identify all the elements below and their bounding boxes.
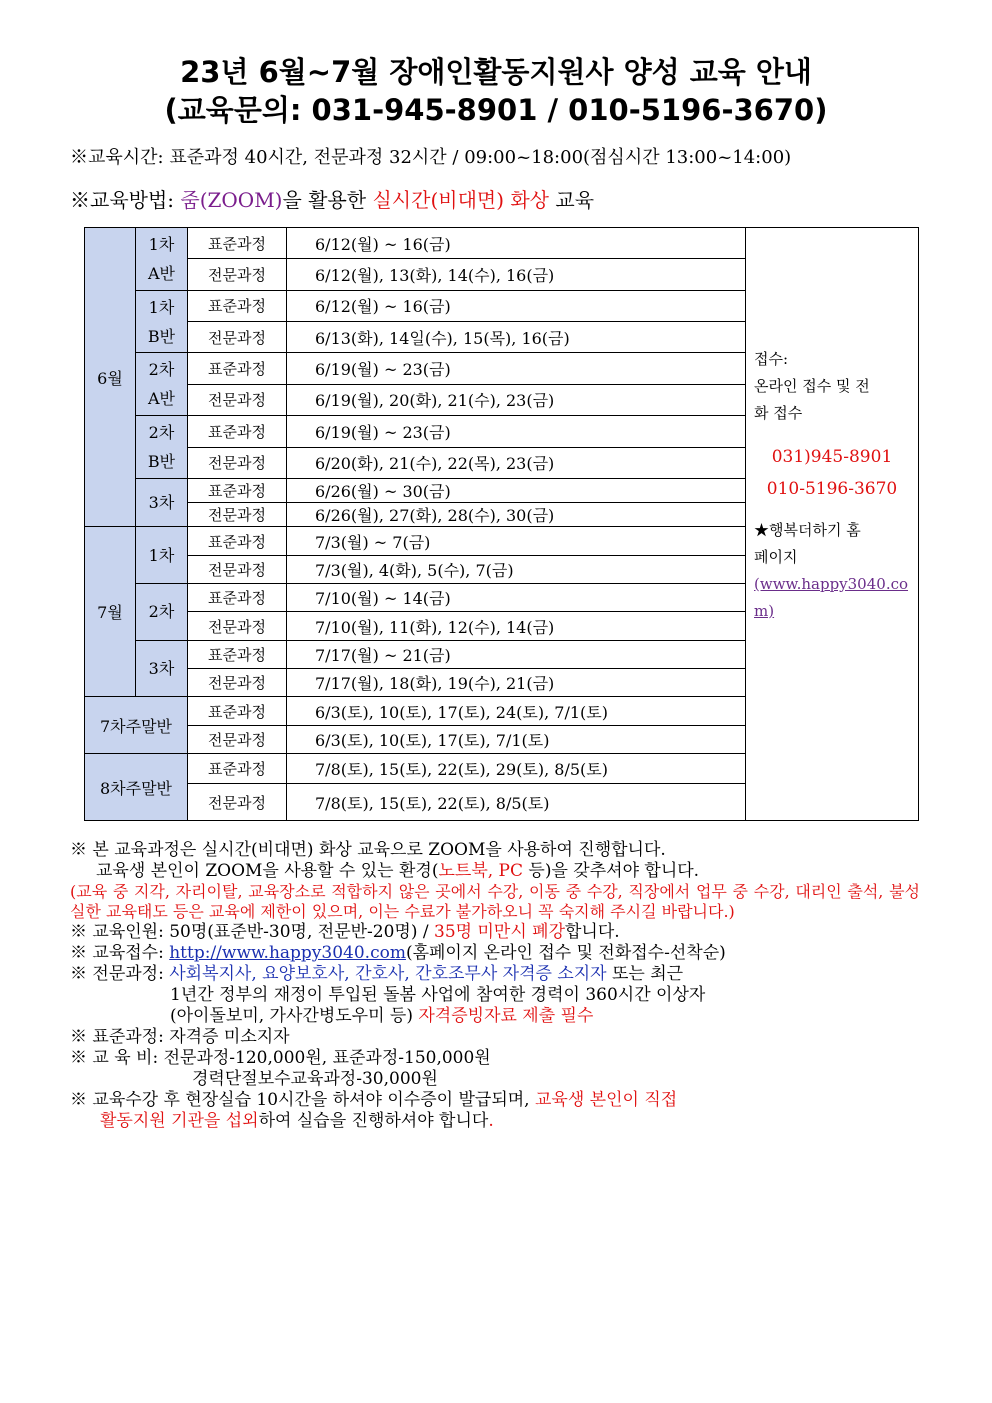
- homepage-label: ★행복더하기 홈페이지: [754, 521, 861, 566]
- course-type: 전문과정: [188, 259, 287, 290]
- registration-link[interactable]: http://www.happy3040.com: [169, 943, 406, 963]
- course-dates: 7/10(월) ~ 14(금): [287, 584, 746, 612]
- course-type: 전문과정: [188, 784, 287, 821]
- course-type: 표준과정: [188, 353, 287, 384]
- education-time: ※교육시간: 표준과정 40시간, 전문과정 32시간 / 09:00~18:00(점심시간 13:00~14:00): [70, 147, 792, 168]
- course-type: 표준과정: [188, 640, 287, 668]
- course-type: 표준과정: [188, 527, 287, 555]
- note-practice: ※ 교육수강 후 현장실습 10시간을 하셔야 이수증이 발급되며, 교육생 본인이 직접: [70, 1090, 678, 1110]
- contact-method: 온라인 접수 및 전화 접수: [754, 377, 870, 422]
- course-type: 전문과정: [188, 384, 287, 415]
- course-dates: 6/12(월) ~ 16(금): [287, 290, 746, 321]
- course-type: 전문과정: [188, 503, 287, 527]
- round-2a: 2차 A반: [136, 353, 188, 416]
- course-type: 표준과정: [188, 478, 287, 502]
- round-1b: 1차 B반: [136, 290, 188, 353]
- round-3-july: 3차: [136, 640, 188, 697]
- round-2-july: 2차: [136, 584, 188, 641]
- weekend-7: 7차주말반: [85, 697, 188, 754]
- course-dates: 6/19(월) ~ 23(금): [287, 416, 746, 447]
- course-type: 전문과정: [188, 612, 287, 640]
- note-registration: ※ 교육접수: http://www.happy3040.com(홈페이지 온라인 접수 및 전화접수-선착순): [70, 943, 726, 963]
- round-1-july: 1차: [136, 527, 188, 584]
- course-dates: 7/17(월) ~ 21(금): [287, 640, 746, 668]
- contact-phone-2: 010-5196-3670: [766, 479, 898, 499]
- method-live: 실시간(비대면) 화상: [372, 188, 550, 212]
- course-dates: 6/3(토), 10(토), 17(토), 7/1(토): [287, 725, 746, 753]
- schedule-table: [84, 227, 919, 821]
- course-type: 표준과정: [188, 754, 287, 784]
- weekend-8: 8차주말반: [85, 754, 188, 821]
- course-type: 전문과정: [188, 555, 287, 583]
- course-type: 표준과정: [188, 416, 287, 447]
- course-dates: 6/13(화), 14일(수), 15(목), 16(금): [287, 322, 746, 353]
- course-type: 전문과정: [188, 447, 287, 478]
- notes-section: [70, 840, 930, 1132]
- course-dates: 6/12(월) ~ 16(금): [287, 228, 746, 259]
- method-mid: 을 활용한: [282, 188, 373, 212]
- round-2b: 2차 B반: [136, 416, 188, 479]
- page-title: 23년 6월~7월 장애인활동지원사 양성 교육 안내: [180, 55, 812, 89]
- round-1a: 1차 A반: [136, 228, 188, 291]
- course-dates: 6/12(월), 13(화), 14(수), 16(금): [287, 259, 746, 290]
- note-capacity: ※ 교육인원: 50명(표준반-30명, 전문반-20명) / 35명 미만시 폐강합니다.: [70, 922, 620, 942]
- course-type: 표준과정: [188, 290, 287, 321]
- course-dates: 7/10(월), 11(화), 12(수), 14(금): [287, 612, 746, 640]
- course-dates: 7/8(토), 15(토), 22(토), 8/5(토): [287, 784, 746, 821]
- method-prefix: ※교육방법:: [70, 188, 181, 212]
- course-dates: 6/19(월) ~ 23(금): [287, 353, 746, 384]
- note-fee: ※ 교 육 비: 전문과정-120,000원, 표준과정-150,000원: [70, 1048, 491, 1068]
- course-type: 표준과정: [188, 228, 287, 259]
- note-fee-2: 경력단절보수교육과정-30,000원: [192, 1069, 438, 1089]
- course-dates: 6/26(월), 27(화), 28(수), 30(금): [287, 503, 746, 527]
- course-type: 전문과정: [188, 669, 287, 697]
- month-july: 7월: [85, 527, 136, 697]
- course-dates: 6/3(토), 10(토), 17(토), 24(토), 7/1(토): [287, 697, 746, 725]
- course-dates: 6/20(화), 21(수), 22(목), 23(금): [287, 447, 746, 478]
- note-standard: ※ 표준과정: 자격증 미소지자: [70, 1027, 290, 1047]
- note-warning: (교육 중 지각, 자리이탈, 교육장소로 적합하지 않은 곳에서 수강, 이동 중 수강, 직장에서 업무 중 수강, 대리인 출석, 불성실한 교육태도 등은 교육에 제한이 있으며, 이는 수료가 불가하오니 꼭 숙지해 주시길 바랍니다.): [70, 882, 920, 921]
- course-type: 전문과정: [188, 725, 287, 753]
- contact-info: [746, 228, 919, 821]
- contact-label: 접수:: [754, 350, 789, 368]
- note-professional-2: 1년간 정부의 재정이 투입된 돌봄 사업에 참여한 경력이 360시간 이상자: [170, 985, 706, 1005]
- education-method: [70, 184, 594, 213]
- month-june: 6월: [85, 228, 136, 527]
- course-type: 표준과정: [188, 584, 287, 612]
- note-professional: ※ 전문과정: 사회복지사, 요양보호사, 간호사, 간호조무사 자격증 소지자 또는 최근: [70, 964, 684, 984]
- contact-phone-1: 031)945-8901: [771, 447, 893, 467]
- course-type: 표준과정: [188, 697, 287, 725]
- course-dates: 6/26(월) ~ 30(금): [287, 478, 746, 502]
- course-dates: 7/8(토), 15(토), 22(토), 29(토), 8/5(토): [287, 754, 746, 784]
- note-professional-3: (아이돌보미, 가사간병도우미 등) 자격증빙자료 제출 필수: [170, 1006, 594, 1026]
- course-dates: 7/17(월), 18(화), 19(수), 21(금): [287, 669, 746, 697]
- method-zoom: 줌(ZOOM): [180, 188, 283, 212]
- course-dates: 6/19(월), 20(화), 21(수), 23(금): [287, 384, 746, 415]
- course-type: 전문과정: [188, 322, 287, 353]
- inquiry-line: (교육문의: 031-945-8901 / 010-5196-3670): [164, 93, 828, 127]
- round-3-june: 3차: [136, 478, 188, 527]
- note-zoom: ※ 본 교육과정은 실시간(비대면) 화상 교육으로 ZOOM을 사용하여 진행합니다.: [70, 840, 666, 860]
- note-practice-2: 활동지원 기관을 섭외하여 실습을 진행하셔야 합니다.: [100, 1111, 494, 1131]
- method-suffix: 교육: [549, 188, 595, 212]
- course-dates: 7/3(월), 4(화), 5(수), 7(금): [287, 555, 746, 583]
- note-environment: 교육생 본인이 ZOOM을 사용할 수 있는 환경(노트북, PC 등)을 갖추셔야 합니다.: [96, 861, 700, 881]
- homepage-link[interactable]: (www.happy3040.com): [754, 575, 909, 620]
- course-dates: 7/3(월) ~ 7(금): [287, 527, 746, 555]
